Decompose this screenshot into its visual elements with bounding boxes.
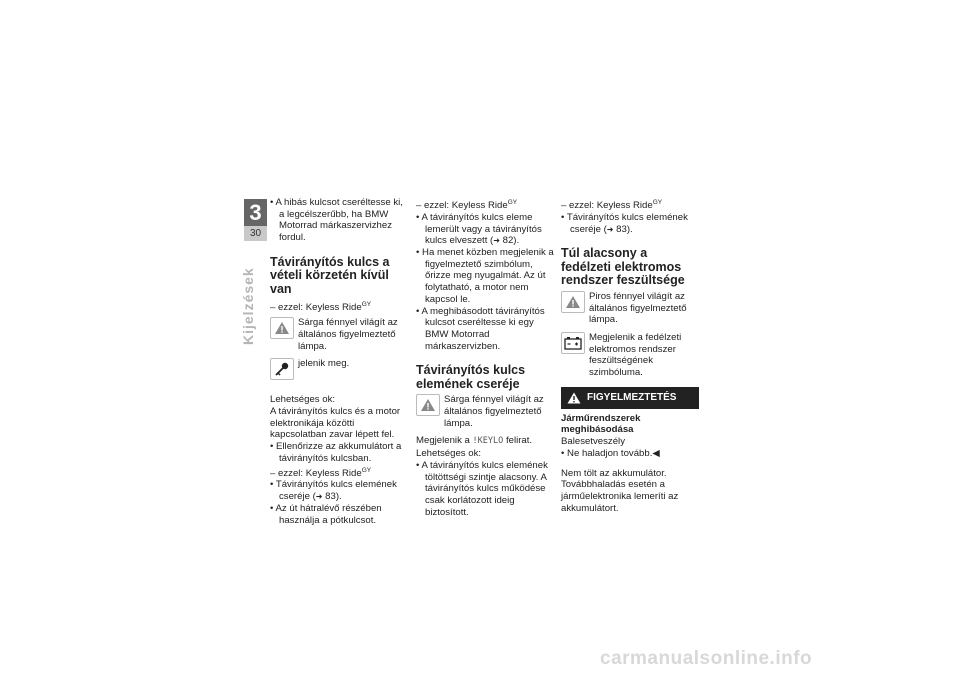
dash-item: – ezzel: Keyless Ride$^{GY}$: [270, 466, 372, 479]
sup-gy: GY: [361, 301, 372, 309]
paragraph: Lehetséges ok:: [270, 394, 336, 406]
paragraph: Lehetséges ok:: [416, 448, 482, 460]
dash-text: ezzel: Keyless Ride: [278, 467, 362, 479]
end-mark-icon: ◀: [652, 447, 660, 459]
text: Megjelenik a: [416, 435, 470, 447]
bullet-item: • A távirányítós kulcs elemének töltöttségi szintje alacsony. A távirányítós kulcs működése csak korlátozott ideig biztosított.: [416, 459, 548, 518]
bullet-text: Távirányítós kulcs elemének cseréje (: [566, 211, 688, 235]
dash-item: – ezzel: Keyless Ride$^{GY}$: [270, 301, 372, 314]
page-ref[interactable]: 82).: [502, 235, 520, 247]
bullet-text: A távirányítós kulcs elemének töltöttségi szintje alacsony. A távirányítós kulcs működése csak korlátozott ideig biztosított.: [421, 459, 548, 518]
warning-banner: [561, 387, 699, 409]
footer-watermark: carmanualsonline.info: [600, 648, 813, 669]
warning-text: Piros fénnyel világít az általános figyelmeztető lámpa.: [589, 290, 687, 326]
chapter-number: 3: [249, 200, 262, 225]
warning-triangle-icon: [567, 392, 581, 404]
bullet-text: Ha menet közben megjelenik a figyelmeztető szimbólum, őrizze meg nyugalmát. Az út folytatható, a motor nem kapcsol le.: [422, 247, 554, 305]
bullet-item: • A távirányítós kulcs eleme lemerült vagy a távirányítós kulcs elveszett (➜ 82).: [416, 211, 542, 247]
key-text: jelenik meg.: [298, 358, 350, 370]
section-heading: Távirányítós kulcs elemének cseréje: [416, 363, 526, 391]
bullet-text: A távirányítós kulcs eleme lemerült vagy a távirányítós kulcs elveszett (: [421, 211, 542, 247]
dash-text: ezzel: Keyless Ride: [424, 200, 508, 212]
chapter-side-title: Kijelzések: [240, 267, 256, 345]
warning-row: [270, 317, 408, 352]
dash-item: – ezzel: Keyless Ride$^{GY}$: [561, 199, 663, 212]
page-number: 30: [244, 226, 267, 241]
bullet-item: • Az út hátralévő részében használja a pótkulcsot.: [270, 502, 382, 526]
warning-triangle-icon: [416, 394, 440, 416]
battery-text: Megjelenik a fedélzeti elektromos rendszer feszültségének szimbóluma.: [589, 331, 682, 379]
section-heading: Távirányítós kulcs a vételi körzetén kívül van: [270, 254, 390, 296]
paragraph: A távirányítós kulcs és a motor elektronikája közötti kapcsolatban zavar lépett fel.: [270, 406, 401, 441]
warning-title: Járműrendszerek meghibásodása: [561, 412, 641, 436]
dash-text: ezzel: Keyless Ride: [278, 302, 362, 314]
warning-row: [561, 291, 699, 326]
bullet-text: Ellenőrizze az akkumulátort a távirányítós kulcsban.: [276, 441, 402, 464]
warning-triangle-icon: [561, 291, 585, 313]
bullet-text: Távirányítós kulcs elemének cseréje (: [275, 479, 397, 503]
warning-triangle-icon: [270, 317, 294, 339]
bullet-text: Az út hátralévő részében használja a pótkulcsot.: [275, 502, 382, 526]
page-ref[interactable]: 83).: [616, 223, 633, 235]
sup-gy: GY: [652, 199, 663, 206]
section-heading: Túl alacsony a fedélzeti elektromos rendszer feszültsége: [561, 246, 685, 288]
text: felirat.: [505, 435, 533, 447]
column-2: [416, 197, 554, 518]
bullet-text: A hibás kulcsot cseréltesse ki, a legcélszerűbb, ha BMW Motorrad márkaszervizhez fordul.: [275, 197, 403, 244]
key-icon: [270, 358, 294, 380]
bullet-item: • Ne haladjon tovább.◀: [561, 447, 660, 459]
reference-arrow-icon: ➜: [606, 224, 614, 234]
sup-gy: GY: [507, 199, 518, 206]
paragraph: Balesetveszély: [561, 436, 625, 448]
dash-item: – ezzel: Keyless Ride$^{GY}$: [416, 199, 518, 212]
chapter-tab: [244, 199, 267, 241]
battery-row: [561, 332, 699, 379]
warning-banner-label: FIGYELMEZTETÉS: [587, 391, 677, 403]
warning-row: [416, 394, 554, 429]
page-ref[interactable]: 83).: [325, 491, 342, 503]
reference-arrow-icon: ➜: [493, 236, 500, 246]
key-row: [270, 358, 408, 380]
warning-text: Sárga fénnyel világít az általános figyelmeztető lámpa.: [444, 394, 544, 429]
dash-text: ezzel: Keyless Ride: [569, 200, 653, 212]
bullet-item: • A meghibásodott távirányítós kulcsot cseréltesse ki egy BMW Motorrad márkaszervizben.: [416, 305, 545, 352]
paragraph: Nem tölt az akkumulátor. Továbbhaladás esetén a járműelektronika lemeríti az akkumulátort.: [561, 467, 679, 514]
column-1: [270, 197, 408, 526]
bullet-item: • A hibás kulcsot cseréltesse ki, a legcélszerűbb, ha BMW Motorrad márkaszervizhez fordul.: [270, 197, 403, 244]
bullet-item: • Távirányítós kulcs elemének cseréje (➜ 83).: [561, 211, 688, 235]
paragraph: [416, 435, 554, 448]
bullet-text: A meghibásodott távirányítós kulcsot cseréltesse ki egy BMW Motorrad márkaszervizben.: [421, 305, 545, 352]
bullet-item: • Ellenőrizze az akkumulátort a távirányítós kulcsban.: [270, 441, 402, 464]
sup-gy: GY: [361, 466, 372, 474]
bullet-item: • Ha menet közben megjelenik a figyelmeztető szimbólum, őrizze meg nyugalmát. Az út folytatható, a motor nem kapcsol le.: [416, 247, 554, 305]
battery-icon: [561, 332, 585, 354]
column-3: [561, 197, 699, 514]
bullet-text: Ne haladjon tovább.: [567, 447, 653, 459]
display-code: !KEYLO: [472, 436, 504, 447]
bullet-item: • Távirányítós kulcs elemének cseréje (➜ 83).: [270, 479, 397, 503]
reference-arrow-icon: ➜: [315, 492, 323, 502]
warning-text: Sárga fénnyel világít az általános figyelmeztető lámpa.: [298, 317, 398, 352]
